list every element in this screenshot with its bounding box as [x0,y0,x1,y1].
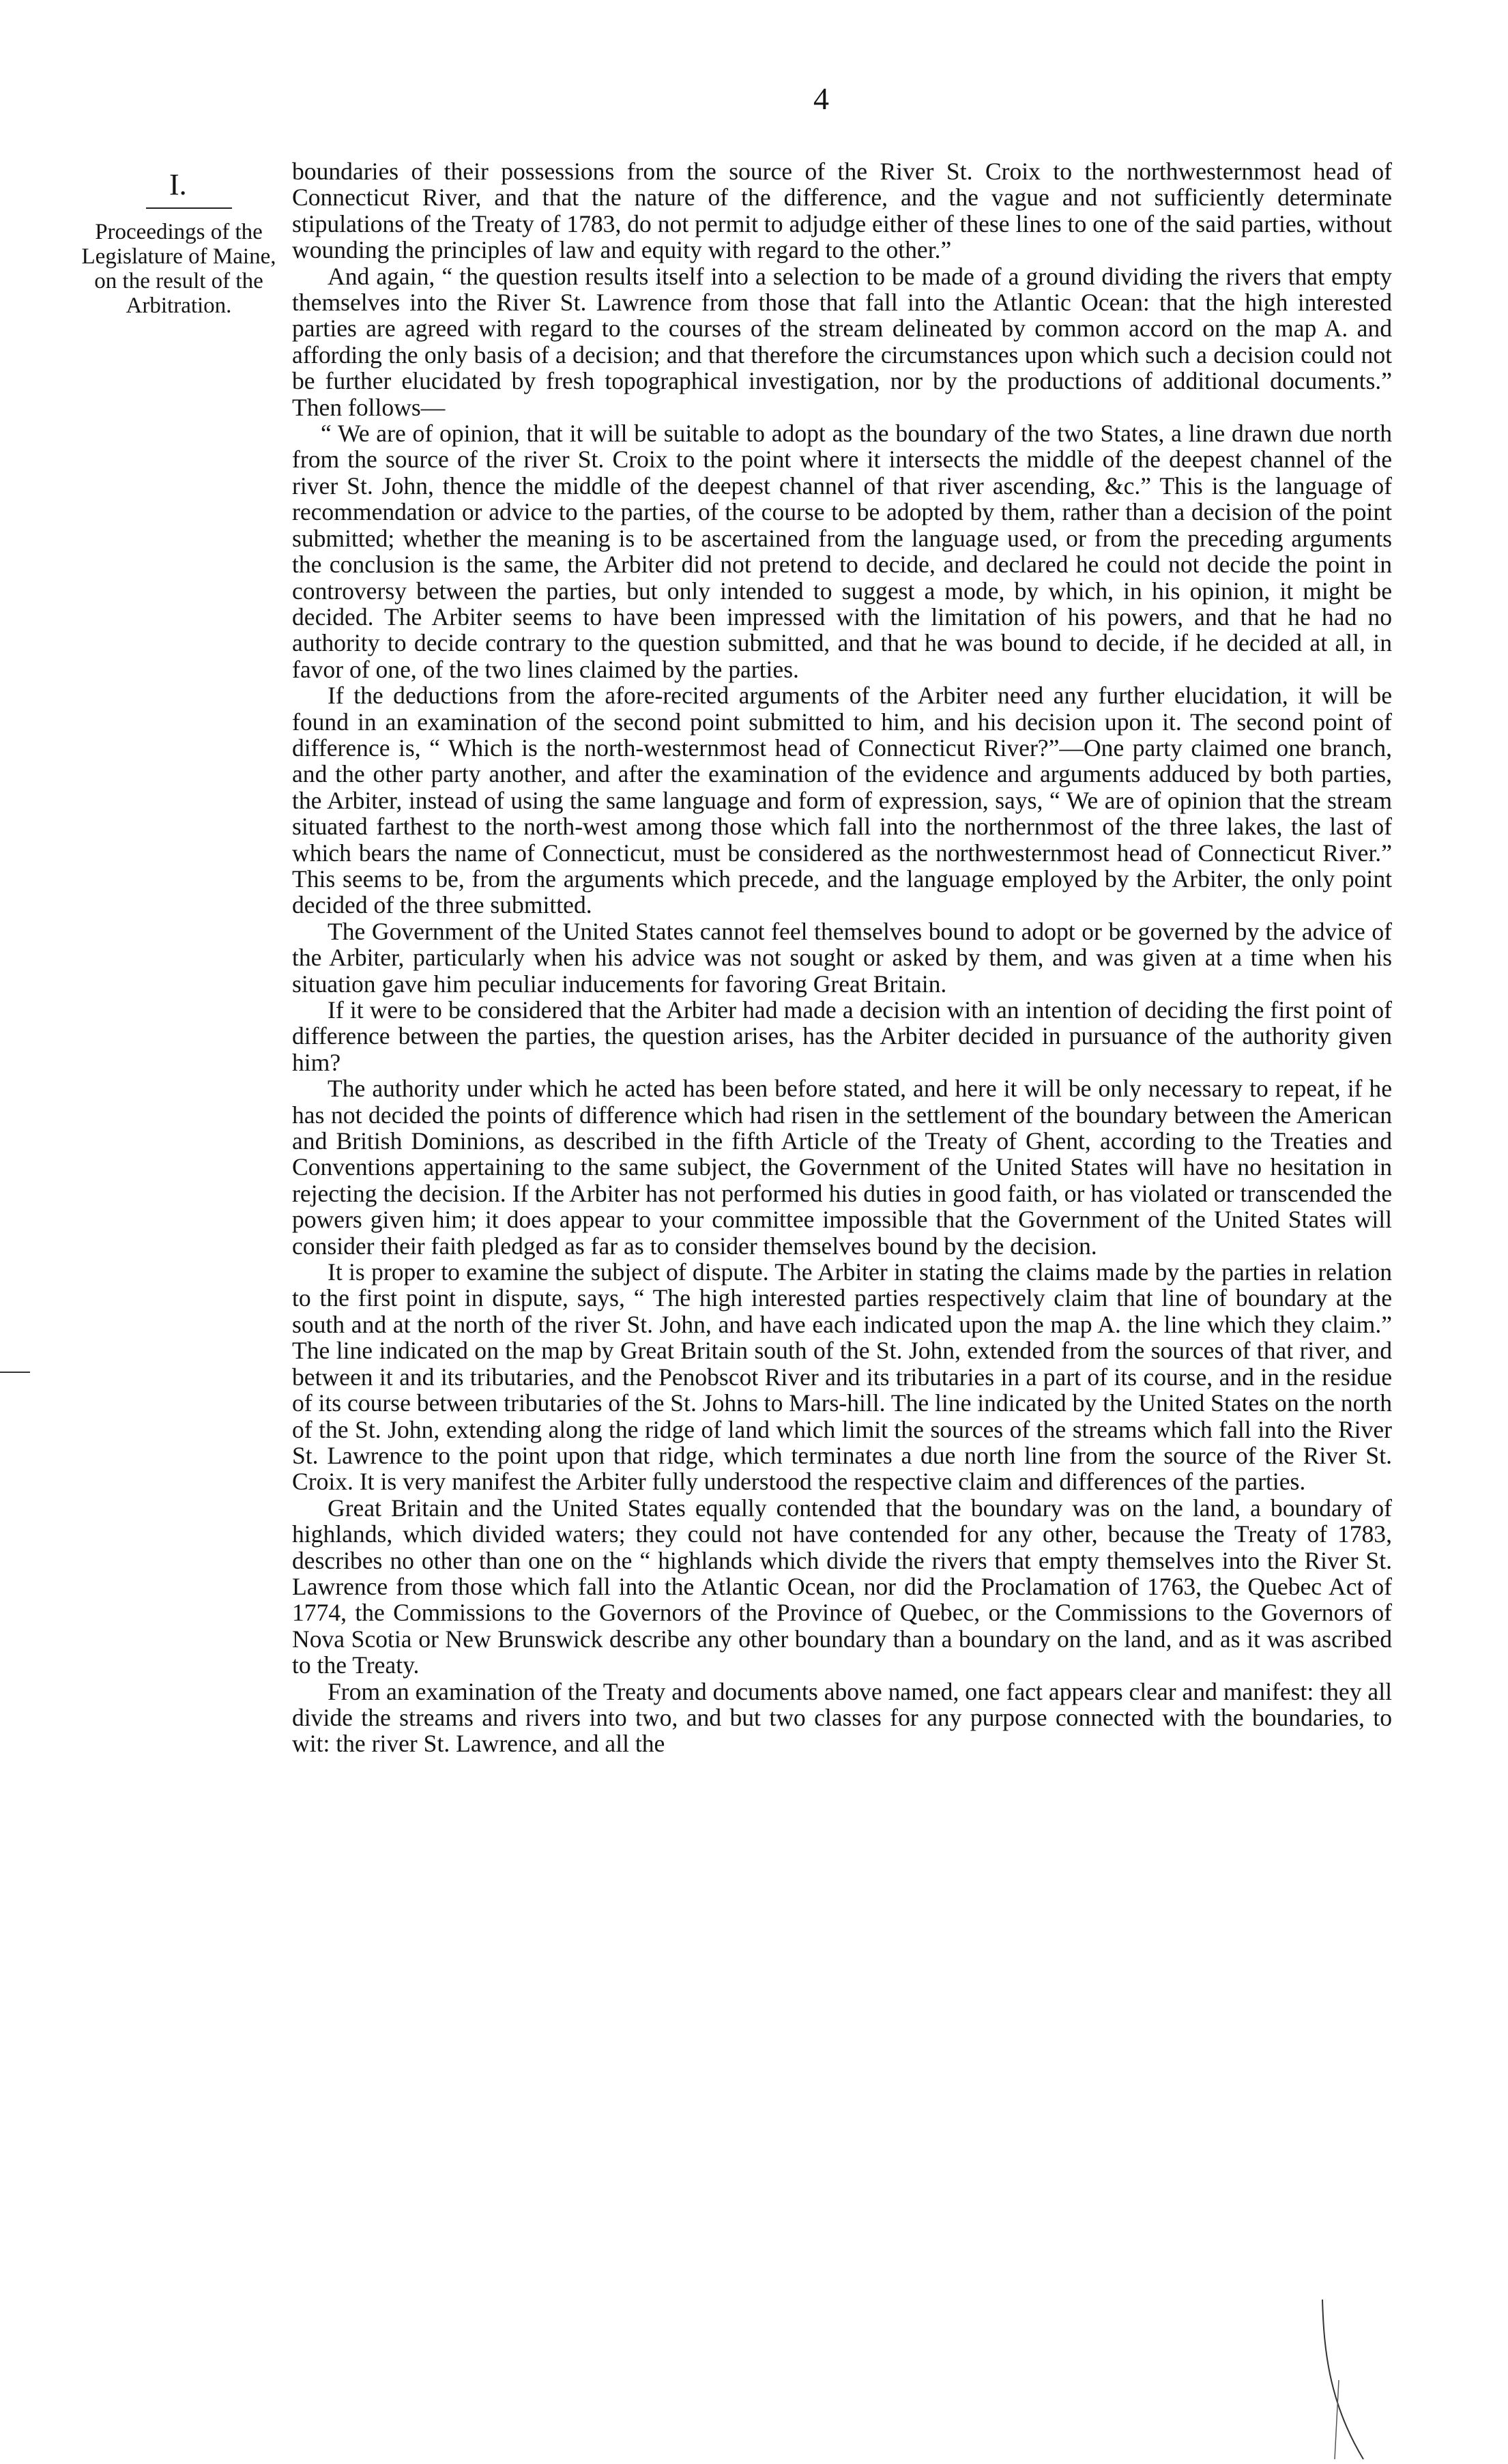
stray-pen-mark [1318,2298,1366,2462]
edge-mark [0,1372,30,1373]
paragraph: The Government of the United States cannot feel themselves bound to adopt or be governed by the advice of the Arbiter, particularly when his advice was not sought or asked by them, and was given at a time when his situation gave him peculiar inducements for favoring Great Britain. [292,917,1392,998]
margin-note: Proceedings of the Legislature of Maine, on the result of the Arbitration. [81,220,276,318]
section-rule [146,207,232,209]
paragraph: The authority under which he acted has been before stated, and here it will be only necessary to repeat, if he has not decided the points of difference which had risen in the settlement of the boundary between the American and British Dominions, as described in the fifth Article of the Treaty of Ghent, according to the Treaties and Conventions appertaining to the same subject, the Government of the United States will have no hesitation in rejecting the decision. If the Arbiter has not performed his duties in good faith, or has violated or transcended the powers given him; it does appear to your committee impossible that the Government of the United States will consider their faith pledged as far as to consider themselves bound by the decision. [292,1075,1392,1260]
paragraph: From an examination of the Treaty and documents above named, one fact appears clear and manifest: they all divide the streams and rivers into two, and but two classes for any purpose connected with the boundaries, to wit: the river St. Lawrence, and all the [292,1677,1392,1758]
paragraph: If it were to be considered that the Arbiter had made a decision with an intention of deciding the first point of difference between the parties, the question arises, has the Arbiter decided in pursuance of the authority given him? [292,996,1392,1076]
paragraph: Great Britain and the United States equally contended that the boundary was on the land, a boundary of highlands, which divided waters; they could not have contended for any other, because the Treaty of 1783, describes no other than one on the “ highlands which divide the rivers that empty themselves into the River St. Lawrence from those which fall into the Atlantic Ocean, nor did the Proclamation of 1763, the Quebec Act of 1774, the Commissions to the Governors of the Province of Quebec, or the Commissions to the Governors of Nova Scotia or New Brunswick describe any other boundary than a boundary on the land, and as it was ascribed to the Treaty. [292,1494,1392,1679]
section-number: I. [169,168,187,201]
paragraph: “ We are of opinion, that it will be suitable to adopt as the boundary of the two States, a line drawn due north from the source of the river St. Croix to the point where it intersects the middle of the deepest channel of the river St. John, thence the middle of the deepest channel of that river ascending, &c.” This is the language of recommendation or advice to the parties, of the course to be adopted by them, rather than a decision of the point submitted; whether the meaning is to be ascertained from the language used, or from the preceding arguments the conclusion is the same, the Arbiter did not pretend to decide, and declared he could not decide the point in controversy between the parties, but only intended to suggest a mode, by which, in his opinion, it might be decided. The Arbiter seems to have been impressed with the limitation of his powers, and that he had no authority to decide contrary to the question submitted, and that he was bound to decide, if he decided at all, in favor of one, of the two lines claimed by the parties. [292,420,1392,683]
main-text [292,158,1392,1757]
paragraph: And again, “ the question results itself into a selection to be made of a ground dividing the rivers that empty themselves into the River St. Lawrence from those that fall into the Atlantic Ocean: that the high interested parties are agreed with regard to the courses of the stream delineated by common accord on the map A. and affording the only basis of a decision; and that therefore the circumstances upon which such a decision could not be further elucidated by fresh topographical investigation, nor by the productions of additional documents.” Then follows— [292,262,1392,421]
paragraph: boundaries of their possessions from the source of the River St. Croix to the northwesternmost head of Connecticut River, and that the nature of the difference, and the vague and not sufficiently determinate stipulations of the Treaty of 1783, do not permit to adjudge either of these lines to one of the said parties, without wounding the principles of law and equity with regard to the other.” [292,158,1392,264]
paragraph: If the deductions from the afore-recited arguments of the Arbiter need any further elucidation, it will be found in an examination of the second point submitted to him, and his decision upon it. The second point of difference is, “ Which is the north-westernmost head of Connecticut River?”—One party claimed one branch, and the other party another, and after the examination of the evidence and arguments adduced by both parties, the Arbiter, instead of using the same language and form of expression, says, “ We are of opinion that the stream situated farthest to the north-west among those which fall into the northernmost of the three lakes, the last of which bears the name of Connecticut, must be considered as the northwesternmost head of Connecticut River.” This seems to be, from the arguments which precede, and the language employed by the Arbiter, the only point decided of the three submitted. [292,682,1392,919]
page-number: 4 [813,81,829,116]
paragraph: It is proper to examine the subject of dispute. The Arbiter in stating the claims made by the parties in relation to the first point in dispute, says, “ The high interested parties respectively claim that line of boundary at the south and at the north of the river St. John, and have each indicated upon the map A. the line which they claim.” The line indicated on the map by Great Britain south of the St. John, extended from the sources of that river, and between it and its tributaries, and the Penobscot River and its tributaries in a part of its course, and in the residue of its course between tributaries of the St. Johns to Mars-hill. The line indicated by the United States on the north of the St. John, extending along the ridge of land which limit the sources of the streams which fall into the River St. Lawrence to the point upon that ridge, which terminates a due north line from the source of the River St. Croix. It is very manifest the Arbiter fully understood the respective claim and differences of the parties. [292,1258,1392,1496]
